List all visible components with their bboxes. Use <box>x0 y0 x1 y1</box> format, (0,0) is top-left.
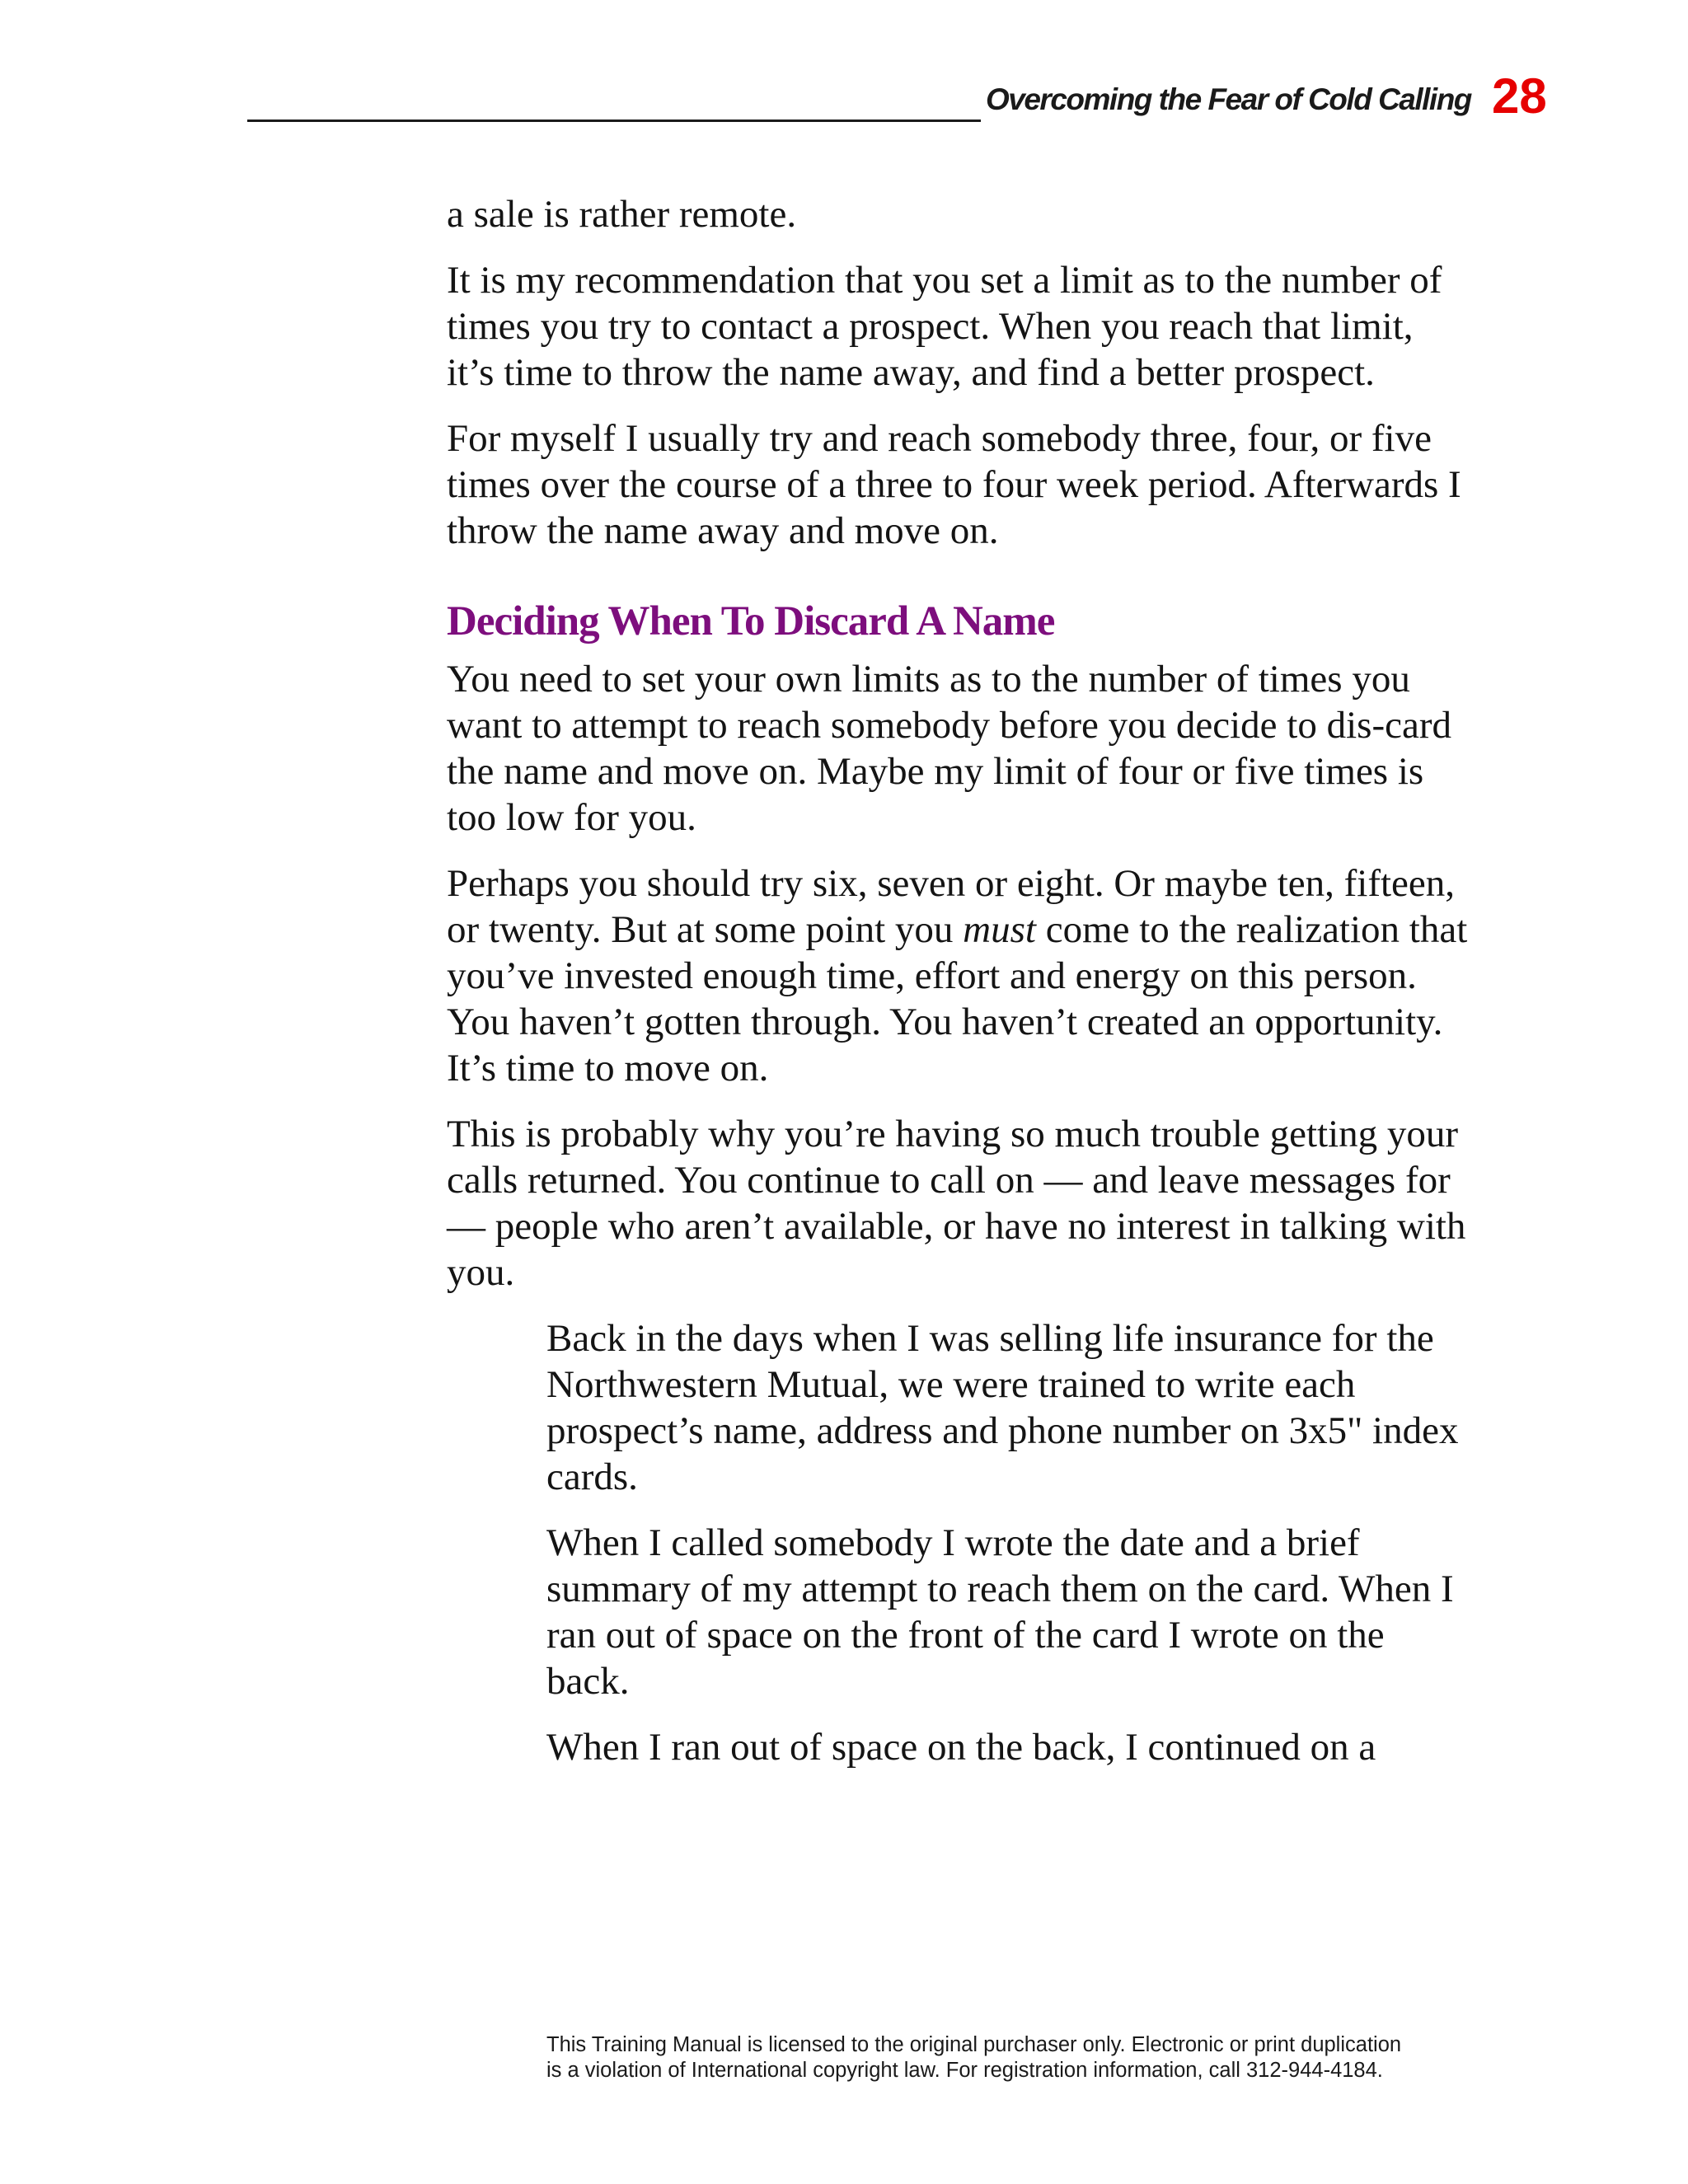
section-heading: Deciding When To Discard A Name <box>447 598 1055 644</box>
paragraph: a sale is rather remote. <box>447 193 797 236</box>
emphasis-text: must <box>963 908 1036 951</box>
paragraph <box>447 860 1469 1091</box>
paragraph-text: come to the realization that you’ve invested enough time, effort and energy on this person. You haven’t gotten through. You haven’t created an opportunity. It’s time to move on. <box>447 908 1468 1090</box>
body-text <box>447 191 1469 1790</box>
indented-anecdote <box>546 1315 1469 1770</box>
paragraph: When I called somebody I wrote the date and a brief summary of my attempt to reach them on the card. When I ran out of space on the front of the card I wrote on the back. <box>546 1521 1454 1703</box>
paragraph: It is my recommendation that you set a limit as to the number of times you try to contact a prospect. When you reach that limit, it’s time to throw the name away, and find a better prospect. <box>447 259 1442 394</box>
paragraph: When I ran out of space on the back, I continued on a <box>546 1726 1376 1769</box>
copyright-footer <box>546 2032 1445 2083</box>
page-number: 28 <box>1492 68 1547 124</box>
footer-line: is a violation of International copyright law. For registration information, call 312-944-4184. <box>546 2059 1383 2082</box>
paragraph: Back in the days when I was selling life insurance for the Northwestern Mutual, we were trained to write each prospect’s name, address and phone number on 3x5" index cards. <box>546 1317 1459 1498</box>
header-rule <box>247 120 981 122</box>
paragraph: You need to set your own limits as to the number of times you want to attempt to reach somebody before you decide to dis-card the name and move on. Maybe my limit of four or five times is too low for you. <box>447 658 1451 839</box>
paragraph-text: Perhaps you should try six, seven or eight. Or maybe ten, fifteen, or twenty. But at some point you <box>447 862 1456 951</box>
paragraph: This is probably why you’re having so much trouble getting your calls returned. You continue to call on — and leave messages for — people who aren’t available, or have no interest in talking with you. <box>447 1113 1466 1294</box>
paragraph: For myself I usually try and reach somebody three, four, or five times over the course of a three to four week period. Afterwards I throw the name away and move on. <box>447 417 1461 552</box>
footer-line: This Training Manual is licensed to the original purchaser only. Electronic or print duplication <box>546 2033 1402 2056</box>
running-title: Overcoming the Fear of Cold Calling <box>986 82 1471 116</box>
